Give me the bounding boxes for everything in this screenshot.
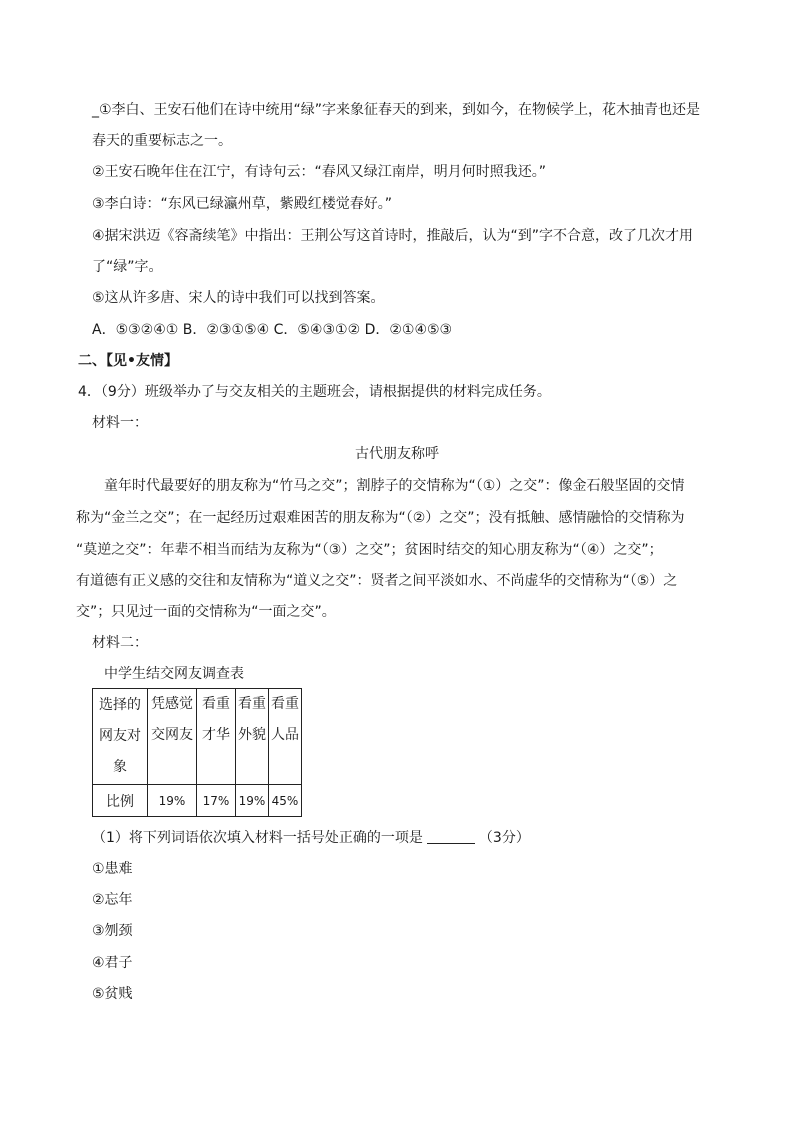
q3-answer-options: A．⑤③②④① B．②③①⑤④ C．⑤④③①② D．②①④⑤③ — [92, 322, 453, 338]
material-1-label: 材料一： — [92, 415, 148, 431]
table-row — [93, 689, 302, 785]
table-cell: 比例 — [93, 785, 148, 817]
q3-sentence-2: ②王安石晚年住在江宁，有诗句云：“春风又绿江南岸，明月何时照我还。” — [92, 164, 547, 180]
material-1-paragraph-line-4: 有道德有正义感的交往和友情称为“道义之交”：贤者之间平淡如水、不尚虚华的交情称为“（⑤）之 — [76, 573, 678, 589]
table-cell: 19% — [236, 785, 269, 817]
table-cell: 19% — [148, 785, 197, 817]
table-cell: 17% — [197, 785, 236, 817]
section-2-title: 二、【见•友情】 — [78, 353, 178, 369]
word-option-5: ⑤贫贱 — [92, 986, 133, 1002]
material-1-paragraph-line-3: “莫逆之交”：年辈不相当而结为友称为“（③）之交”；贫困时结交的知心朋友称为“（④）之交”； — [76, 542, 663, 558]
word-option-3: ③刎颈 — [92, 923, 133, 939]
table-header-cell: 看重 人品 — [269, 689, 302, 785]
word-option-2: ②忘年 — [92, 892, 133, 908]
q3-sentence-1-line-1: _①李白、王安石他们在诗中统用“绿”字来象征春天的到来，到如今，在物候学上，花木抽青也还是 — [92, 102, 701, 118]
q4-sub-question-1: （1）将下列词语依次填入材料一括号处正确的一项是 （3分） — [92, 830, 530, 846]
table-row — [93, 785, 302, 817]
word-option-1: ①患难 — [92, 861, 133, 877]
survey-table — [92, 688, 302, 817]
table-header-cell: 看重 才华 — [197, 689, 236, 785]
material-1-title: 古代朋友称呼 — [355, 446, 439, 462]
table-header-cell: 看重 外貌 — [236, 689, 269, 785]
q3-sentence-4-line-1: ④据宋洪迈《容斋续笔》中指出：王荆公写这首诗时，推敲后，认为“到”字不合意，改了几次才用 — [92, 228, 694, 244]
material-1-paragraph-line-1: 童年时代最要好的朋友称为“竹马之交”；割脖子的交情称为“（①）之交”：像金石般坚固的交情 — [104, 478, 685, 494]
word-option-4: ④君子 — [92, 955, 133, 971]
q3-sentence-3: ③李白诗：“东风已绿瀛州草，紫殿红楼觉春好。” — [92, 196, 393, 212]
table-cell: 45% — [269, 785, 302, 817]
q3-sentence-4-line-2: 了“绿”字。 — [92, 259, 163, 275]
q3-sentence-1-line-2: 春天的重要标志之一。 — [92, 133, 232, 149]
answer-blank[interactable] — [427, 829, 475, 844]
material-1-paragraph-line-2: 称为“金兰之交”；在一起经历过艰难困苦的朋友称为“（②）之交”；没有抵触、感情融恰的交情称为 — [76, 510, 685, 526]
table-header-cell: 凭感觉 交网友 — [148, 689, 197, 785]
q3-sentence-5: ⑤这从许多唐、宋人的诗中我们可以找到答案。 — [92, 290, 385, 306]
material-1-paragraph-line-5: 交”；只见过一面的交情称为“一面之交”。 — [76, 604, 336, 620]
q4-stem: 4．（9分）班级举办了与交友相关的主题班会，请根据提供的材料完成任务。 — [78, 384, 551, 400]
table-header-cell: 选择的 网友对 象 — [93, 689, 148, 785]
survey-table-title: 中学生结交网友调查表 — [104, 666, 244, 682]
material-2-label: 材料二： — [92, 635, 148, 651]
